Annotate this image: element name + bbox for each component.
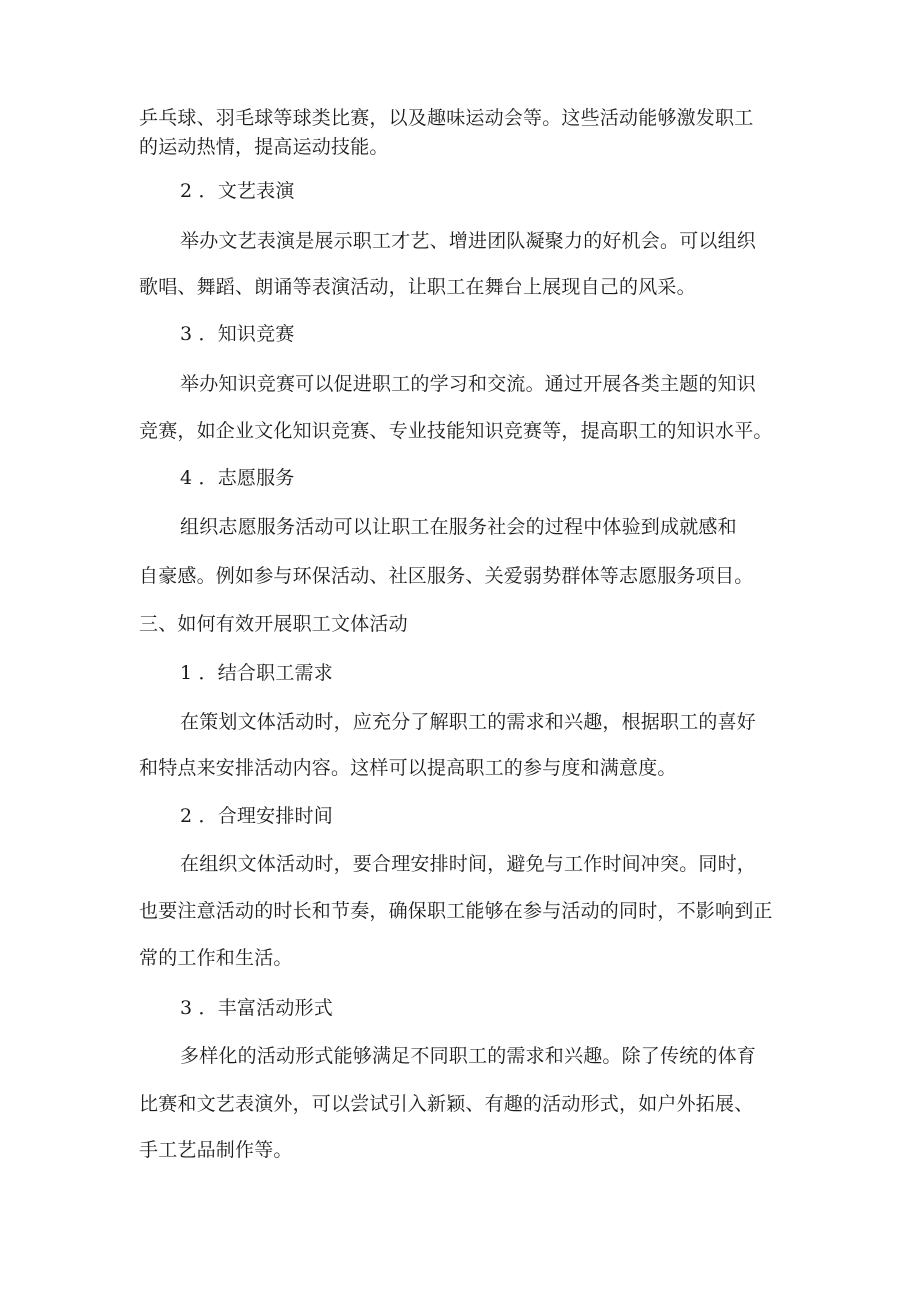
- text-line: 多样化的活动形式能够满足不同职工的需求和兴趣。除了传统的体育: [180, 1045, 757, 1067]
- section-heading: 3 ．知识竞赛: [180, 323, 295, 345]
- text-line: 和特点来安排活动内容。这样可以提高职工的参与度和满意度。: [139, 757, 677, 779]
- section-heading: 2 ．文艺表演: [180, 180, 295, 202]
- text-line: 在策划文体活动时，应充分了解职工的需求和兴趣，根据职工的喜好: [180, 711, 757, 733]
- text-line: 举办文艺表演是展示职工才艺、增进团队凝聚力的好机会。可以组织: [180, 230, 757, 252]
- section-heading: 3 ．丰富活动形式: [180, 997, 333, 1019]
- text-line: 组织志愿服务活动可以让职工在服务社会的过程中体验到成就感和: [180, 516, 737, 538]
- text-line: 自豪感。例如参与环保活动、社区服务、关爱弱势群体等志愿服务项目。: [139, 565, 754, 587]
- section-heading: 2 ．合理安排时间: [180, 805, 333, 827]
- text-line: 手工艺品制作等。: [139, 1139, 293, 1161]
- text-line: 在组织文体活动时，要合理安排时间，避免与工作时间冲突。同时，: [180, 853, 757, 875]
- text-line: 比赛和文艺表演外，可以尝试引入新颖、有趣的活动形式，如户外拓展、: [139, 1093, 754, 1115]
- chapter-heading: 三、如何有效开展职工文体活动: [139, 613, 408, 635]
- text-line: 歌唱、舞蹈、朗诵等表演活动，让职工在舞台上展现自己的风采。: [139, 276, 696, 298]
- text-line: 乒乓球、羽毛球等球类比赛，以及趣味运动会等。这些活动能够激发职工: [139, 107, 754, 129]
- text-line: 竞赛，如企业文化知识竞赛、专业技能知识竞赛等，提高职工的知识水平。: [139, 420, 773, 442]
- text-line: 也要注意活动的时长和节奏，确保职工能够在参与活动的同时，不影响到正: [139, 900, 773, 922]
- section-heading: 4 ．志愿服务: [180, 467, 295, 489]
- section-heading: 1 ．结合职工需求: [180, 662, 333, 684]
- text-line: 的运动热情，提高运动技能。: [139, 136, 389, 158]
- text-line: 举办知识竞赛可以促进职工的学习和交流。通过开展各类主题的知识: [180, 373, 757, 395]
- text-line: 常的工作和生活。: [139, 947, 293, 969]
